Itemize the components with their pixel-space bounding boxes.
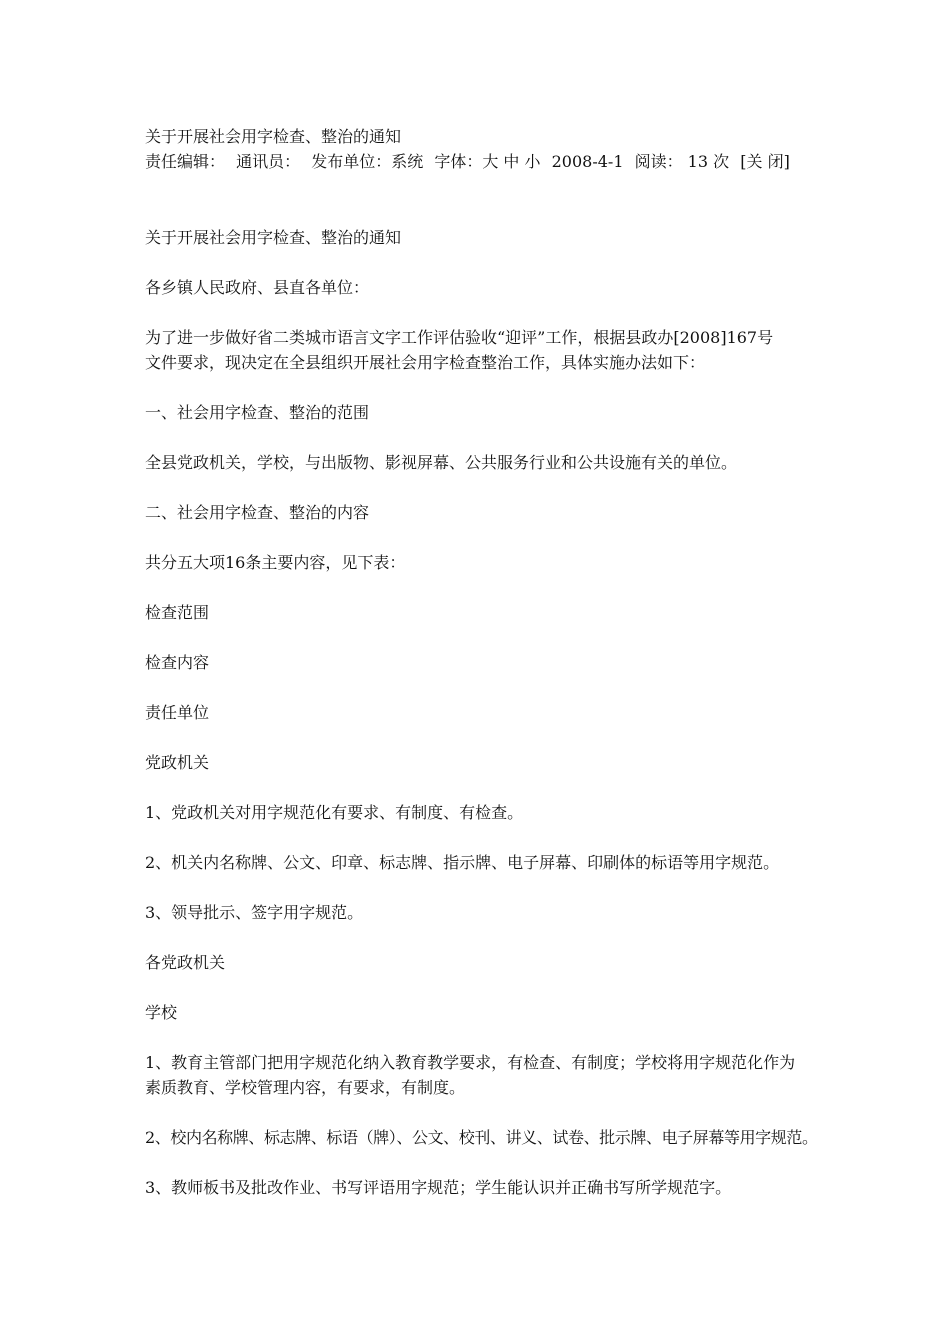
body-title: 关于开展社会用字检查、整治的通知 [145,228,402,247]
font-size-switcher[interactable]: 字体：大 中 小 [434,152,541,171]
section-heading-2: 二、社会用字检查、整治的内容 [145,503,370,522]
table-header-unit: 责任单位 [145,703,210,722]
gov-unit: 各党政机关 [145,953,226,972]
table-header-content: 检查内容 [145,653,210,672]
meta-publisher: 发布单位：系统 [311,152,424,171]
summary-paragraph: 共分五大项16条主要内容，见下表： [145,553,406,572]
table-header-scope: 检查范围 [145,603,210,622]
scope-paragraph: 全县党政机关，学校，与出版物、影视屏幕、公共服务行业和公共设施有关的单位。 [145,453,738,472]
close-link[interactable]: [关 闭] [740,152,790,171]
article-header-title: 关于开展社会用字检查、整治的通知 [145,127,402,146]
category-gov: 党政机关 [145,753,210,772]
school-item-1-line-2: 素质教育、学校管理内容，有要求，有制度。 [145,1078,466,1097]
category-school: 学校 [145,1003,178,1022]
meta-editor: 责任编辑： [145,152,226,171]
section-heading-1: 一、社会用字检查、整治的范围 [145,403,370,422]
gov-item-3: 3、领导批示、签字用字规范。 [145,903,364,922]
recipients: 各乡镇人民政府、县直各单位： [145,278,370,297]
article-body [145,225,818,1225]
gov-item-1: 1、党政机关对用字规范化有要求、有制度、有检查。 [145,803,524,822]
meta-reads: 阅读： 13 次 [634,152,730,171]
intro-line-2: 文件要求，现决定在全县组织开展社会用字检查整治工作，具体实施办法如下： [145,353,706,372]
gov-item-2: 2、机关内名称牌、公文、印章、标志牌、指示牌、电子屏幕、印刷体的标语等用字规范。 [145,853,780,872]
intro-line-1: 为了进一步做好省二类城市语言文字工作评估验收“迎评”工作，根据县政办[2008]167号 [145,328,774,347]
school-item-1-line-1: 1、教育主管部门把用字规范化纳入教育教学要求，有检查、有制度；学校将用字规范化作为 [145,1053,796,1072]
meta-date: 2008-4-1 [551,152,624,171]
article-meta [145,150,796,174]
school-item-1 [145,1050,815,1100]
school-item-2: 2、校内名称牌、标志牌、标语（牌）、公文、校刊、讲义、试卷、批示牌、电子屏幕等用字规范。 [145,1128,818,1147]
intro-paragraph [145,325,815,375]
school-item-3: 3、教师板书及批改作业、书写评语用字规范；学生能认识并正确书写所学规范字。 [145,1178,732,1197]
meta-reporter: 通讯员： [236,152,301,171]
